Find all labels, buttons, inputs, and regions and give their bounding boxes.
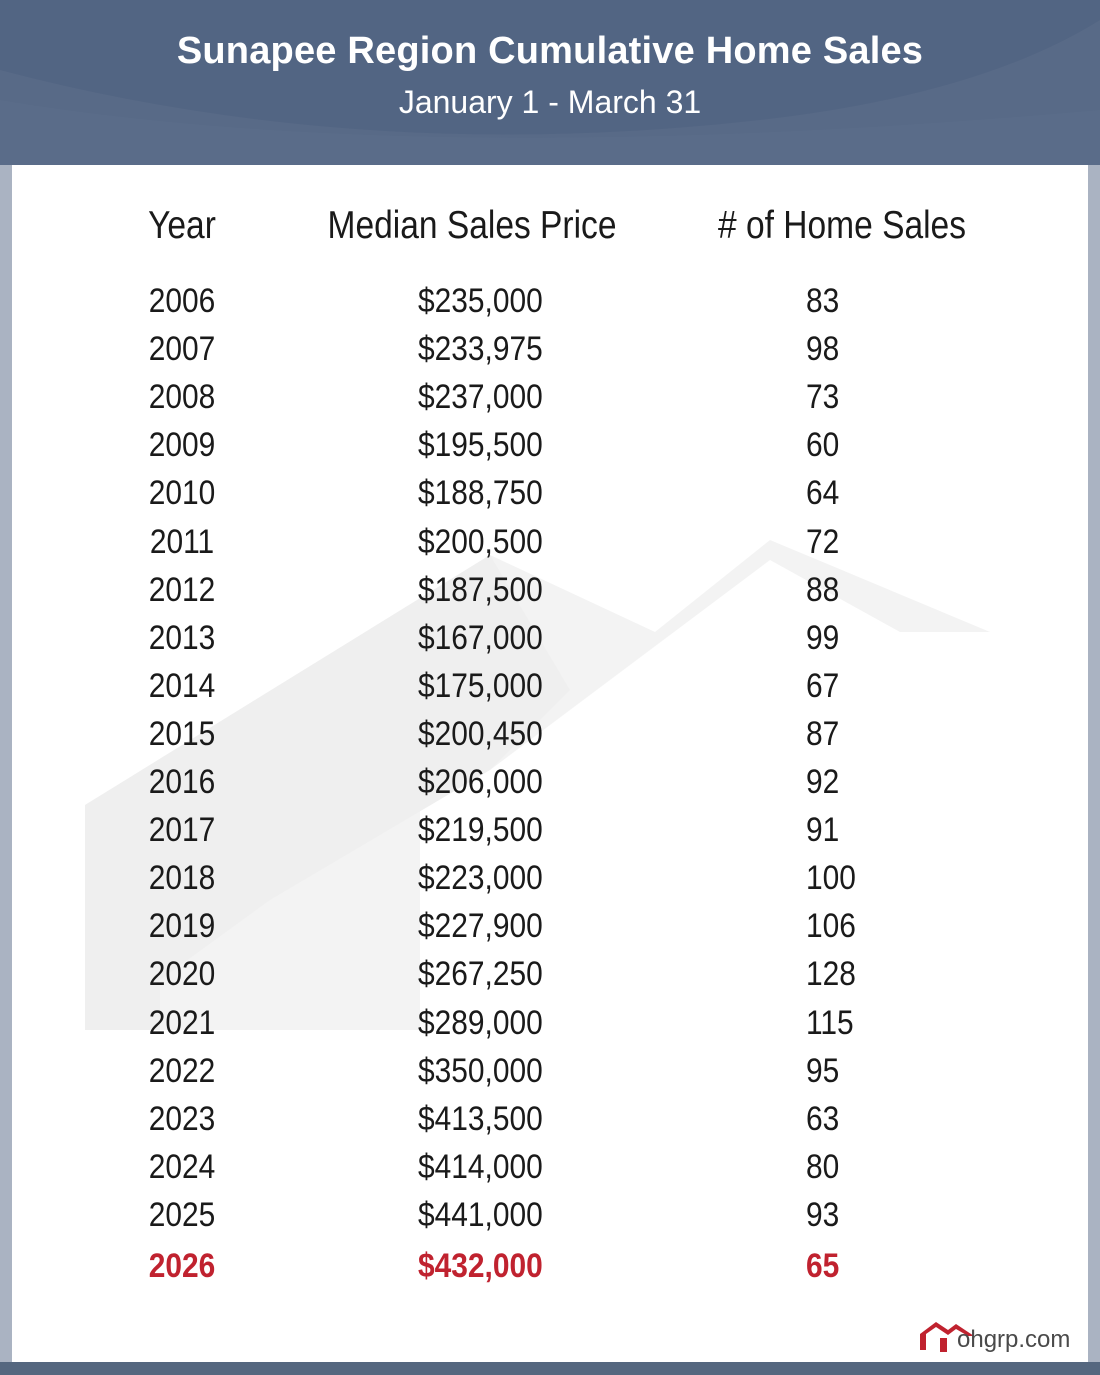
table-row xyxy=(0,523,1100,569)
cell-median-price: $289,000 xyxy=(418,1003,543,1042)
page-subtitle: January 1 - March 31 xyxy=(398,84,702,120)
cell-median-price: $233,975 xyxy=(418,330,543,369)
cell-median-price: $414,000 xyxy=(418,1147,543,1186)
table-row xyxy=(0,907,1100,953)
cell-year: 2009 xyxy=(148,426,216,465)
cell-year: 2008 xyxy=(148,378,216,417)
cell-year: 2019 xyxy=(148,907,216,946)
cell-home-sales: 63 xyxy=(806,1099,840,1138)
cell-median-price: $188,750 xyxy=(418,474,543,513)
cell-year: 2018 xyxy=(148,859,216,898)
table-row xyxy=(0,378,1100,424)
cell-median-price: $413,500 xyxy=(418,1099,543,1138)
cell-home-sales: 91 xyxy=(806,811,840,850)
cell-median-price: $227,900 xyxy=(418,907,543,946)
cell-median-price: $206,000 xyxy=(418,763,543,801)
cell-home-sales: 80 xyxy=(806,1147,840,1186)
table-row xyxy=(0,1148,1100,1194)
table-row xyxy=(0,715,1100,761)
cell-median-price: $167,000 xyxy=(418,618,543,657)
cell-home-sales: 93 xyxy=(806,1195,840,1234)
column-header-year: Year xyxy=(148,204,216,247)
cell-year: 2022 xyxy=(148,1051,216,1090)
cell-home-sales: 128 xyxy=(806,955,856,994)
cell-year: 2016 xyxy=(148,763,216,801)
logo-text: ohgrp.com xyxy=(957,1326,1071,1353)
cell-median-price: $200,500 xyxy=(418,522,543,561)
cell-median-price: $223,000 xyxy=(418,859,543,898)
cell-home-sales: 73 xyxy=(806,378,840,417)
cell-year: 2020 xyxy=(148,955,216,994)
cell-home-sales: 92 xyxy=(806,763,840,801)
table-row xyxy=(0,1100,1100,1146)
cell-median-price: $432,000 xyxy=(418,1247,543,1285)
cell-median-price: $267,250 xyxy=(418,955,543,994)
cell-home-sales: 100 xyxy=(806,859,856,898)
cell-year: 2012 xyxy=(148,570,216,609)
cell-year: 2024 xyxy=(148,1147,216,1186)
table-row xyxy=(0,474,1100,520)
bottom-bar xyxy=(0,1362,1100,1375)
table-row xyxy=(0,859,1100,905)
cell-year: 2013 xyxy=(148,618,216,657)
table-row xyxy=(0,763,1100,809)
cell-year: 2025 xyxy=(148,1195,216,1234)
column-header-home-sales: # of Home Sales xyxy=(718,204,966,247)
table-row xyxy=(0,1247,1100,1293)
table-row xyxy=(0,619,1100,665)
table-row xyxy=(0,571,1100,617)
cell-year: 2014 xyxy=(148,666,216,705)
cell-median-price: $441,000 xyxy=(418,1195,543,1234)
table-row xyxy=(0,667,1100,713)
cell-year: 2006 xyxy=(148,282,216,320)
cell-home-sales: 106 xyxy=(806,907,856,946)
cell-year: 2007 xyxy=(148,330,216,369)
page-title: Sunapee Region Cumulative Home Sales xyxy=(176,30,924,72)
cell-home-sales: 115 xyxy=(806,1003,854,1042)
cell-median-price: $195,500 xyxy=(418,426,543,465)
table-row xyxy=(0,955,1100,1001)
cell-year: 2011 xyxy=(149,522,215,561)
table-row xyxy=(0,1052,1100,1098)
cell-median-price: $235,000 xyxy=(418,282,543,320)
cell-median-price: $200,450 xyxy=(418,714,543,753)
cell-home-sales: 87 xyxy=(806,714,840,753)
table-row xyxy=(0,1196,1100,1242)
cell-home-sales: 95 xyxy=(806,1051,840,1090)
cell-median-price: $175,000 xyxy=(418,666,543,705)
cell-year: 2010 xyxy=(148,474,216,513)
cell-median-price: $187,500 xyxy=(418,570,543,609)
table-row xyxy=(0,811,1100,857)
cell-year: 2017 xyxy=(148,811,216,850)
cell-median-price: $219,500 xyxy=(418,811,543,850)
cell-home-sales: 72 xyxy=(806,522,840,561)
column-header-median-price: Median Sales Price xyxy=(327,204,617,247)
cell-median-price: $350,000 xyxy=(418,1051,543,1090)
cell-home-sales: 88 xyxy=(806,570,840,609)
cell-home-sales: 98 xyxy=(806,330,840,369)
cell-home-sales: 65 xyxy=(806,1247,840,1285)
table-row xyxy=(0,282,1100,328)
cell-year: 2015 xyxy=(148,714,216,753)
cell-median-price: $237,000 xyxy=(418,378,543,417)
cell-home-sales: 60 xyxy=(806,426,840,465)
cell-year: 2026 xyxy=(148,1247,216,1285)
cell-home-sales: 67 xyxy=(806,666,840,705)
cell-year: 2023 xyxy=(148,1099,216,1138)
table-row xyxy=(0,426,1100,472)
cell-year: 2021 xyxy=(148,1003,216,1042)
cell-home-sales: 64 xyxy=(806,474,840,513)
cell-home-sales: 99 xyxy=(806,618,840,657)
cell-home-sales: 83 xyxy=(806,282,840,320)
table-row xyxy=(0,1004,1100,1050)
table-row xyxy=(0,330,1100,376)
